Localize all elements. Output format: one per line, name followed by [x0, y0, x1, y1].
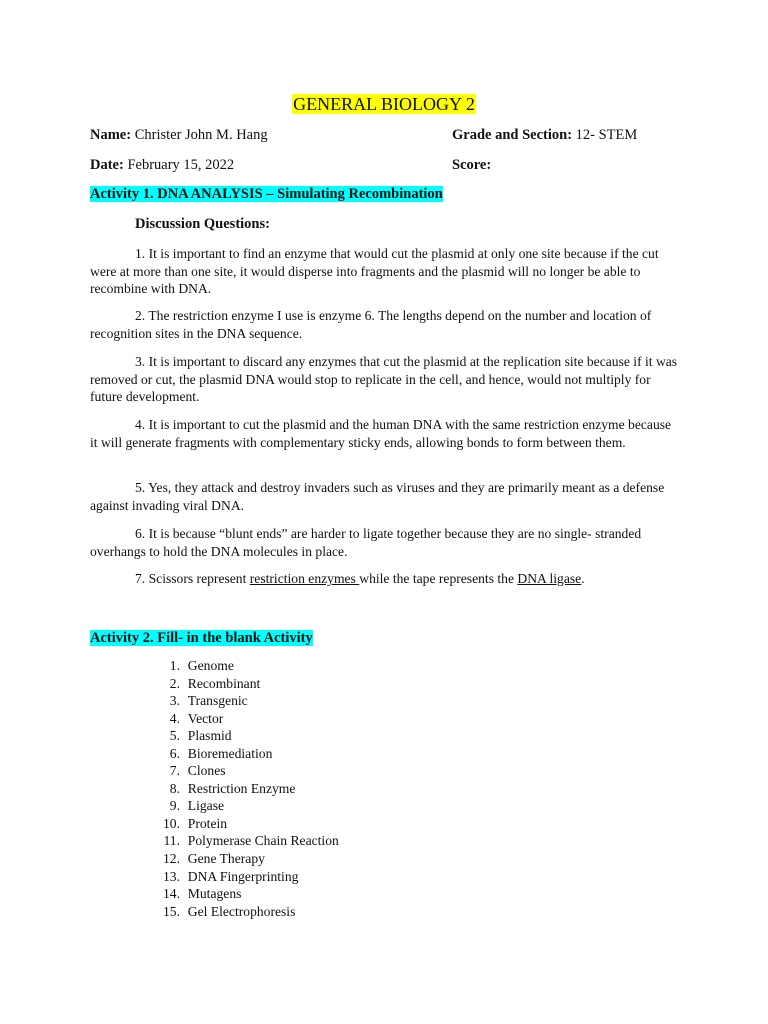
answer-6-text: 6. It is because “blunt ends” are harder to ligate together because they are no single- stranded overhangs to hold the DNA molecules in place. [90, 526, 642, 559]
list-item [150, 657, 339, 675]
answer-2 [90, 307, 680, 342]
grade-value: 12- STEM [575, 127, 638, 143]
activity1-heading-text: Activity 1. DNA ANALYSIS – Simulating Recombination [90, 186, 443, 202]
list-item-number: 15. [163, 903, 180, 919]
list-item [150, 762, 339, 780]
document-title-text: GENERAL BIOLOGY 2 [293, 94, 475, 114]
answer-4-text: 4. It is important to cut the plasmid and the human DNA with the same restriction enzyme because it will generate fragments with complementary sticky ends, allowing bonds to form between them. [90, 417, 672, 450]
grade-line [452, 126, 637, 144]
discussion-questions-heading: Discussion Questions: [135, 216, 270, 232]
answer-7-middle: while the tape represents the [359, 571, 518, 586]
score-line [452, 156, 491, 174]
activity2-heading-text: Activity 2. Fill- in the blank Activity [90, 630, 313, 646]
list-item-text: Restriction Enzyme [187, 780, 296, 796]
score-label: Score: [452, 157, 492, 173]
list-item-text: Ligase [187, 798, 225, 814]
list-item [150, 885, 339, 903]
list-item-number: 8. [169, 780, 180, 796]
list-item-text: Polymerase Chain Reaction [187, 833, 339, 849]
answer-7-suffix: . [581, 571, 585, 586]
answer-3 [90, 353, 680, 406]
answer-7-term-dna-ligase: DNA ligase [517, 571, 582, 586]
activity1-heading [90, 185, 443, 203]
list-item-number: 14. [163, 886, 180, 902]
answer-5-text: 5. Yes, they attack and destroy invaders such as viruses and they are primarily meant as a defense against invading viral DNA. [90, 480, 665, 513]
grade-label: Grade and Section: [452, 127, 573, 143]
activity2-heading [90, 629, 313, 647]
list-item [150, 675, 339, 693]
answer-3-text: 3. It is important to discard any enzymes that cut the plasmid at the replication site because if it was removed or cut, the plasmid DNA would stop to replicate in the cell, and hence, would not multiply for future development. [90, 354, 678, 404]
date-label: Date: [90, 157, 124, 173]
list-item-text: Recombinant [187, 675, 261, 691]
list-item-text: Genome [187, 658, 234, 673]
fill-in-answer-list [150, 657, 339, 920]
answer-1-text: 1. It is important to find an enzyme that would cut the plasmid at only one site because if the cut were at more than one site, it would disperse into fragments and the plasmid will no longer be able to recombine with DNA. [90, 246, 659, 296]
list-item [150, 832, 339, 850]
list-item-number: 5. [169, 728, 180, 744]
answer-6 [90, 525, 680, 560]
name-label: Name: [90, 127, 132, 143]
list-item [150, 692, 339, 710]
list-item [150, 780, 339, 798]
list-item-number: 10. [163, 815, 180, 831]
list-item [150, 745, 339, 763]
list-item [150, 868, 339, 886]
date-value: February 15, 2022 [127, 157, 235, 173]
list-item [150, 815, 339, 833]
document-title [0, 93, 768, 115]
list-item-text: Protein [187, 815, 228, 831]
name-value: Christer John M. Hang [134, 127, 268, 143]
answer-5 [90, 479, 680, 514]
list-item-number: 6. [169, 745, 180, 761]
list-item-number: 1. [169, 658, 180, 673]
answer-7-term-restriction-enzymes: restriction enzymes [249, 571, 360, 586]
list-item-number: 3. [169, 693, 180, 709]
list-item-number: 9. [169, 798, 180, 814]
list-item-text: Transgenic [187, 693, 248, 709]
answer-7 [90, 570, 680, 588]
list-item-text: DNA Fingerprinting [187, 868, 299, 884]
answer-1 [90, 245, 680, 298]
list-item-number: 7. [169, 763, 180, 779]
answer-2-text: 2. The restriction enzyme I use is enzyme 6. The lengths depend on the number and location of recognition sites in the DNA sequence. [90, 308, 652, 341]
list-item-text: Mutagens [187, 886, 242, 902]
date-line [90, 156, 234, 174]
list-item [150, 710, 339, 728]
list-item [150, 727, 339, 745]
list-item [150, 903, 339, 921]
list-item-number: 12. [163, 851, 180, 867]
list-item-number: 13. [163, 868, 180, 884]
list-item-number: 2. [169, 675, 180, 691]
list-item [150, 797, 339, 815]
list-item-text: Bioremediation [187, 745, 273, 761]
list-item-number: 11. [163, 833, 180, 849]
list-item-text: Clones [187, 763, 226, 779]
list-item-number: 4. [169, 710, 180, 726]
list-item-text: Vector [187, 710, 224, 726]
answer-4 [90, 416, 680, 451]
name-line [90, 126, 268, 144]
list-item-text: Gel Electrophoresis [187, 903, 296, 919]
list-item-text: Gene Therapy [187, 851, 265, 867]
list-item-text: Plasmid [187, 728, 232, 744]
answer-7-prefix: 7. Scissors represent [135, 571, 250, 586]
list-item [150, 850, 339, 868]
